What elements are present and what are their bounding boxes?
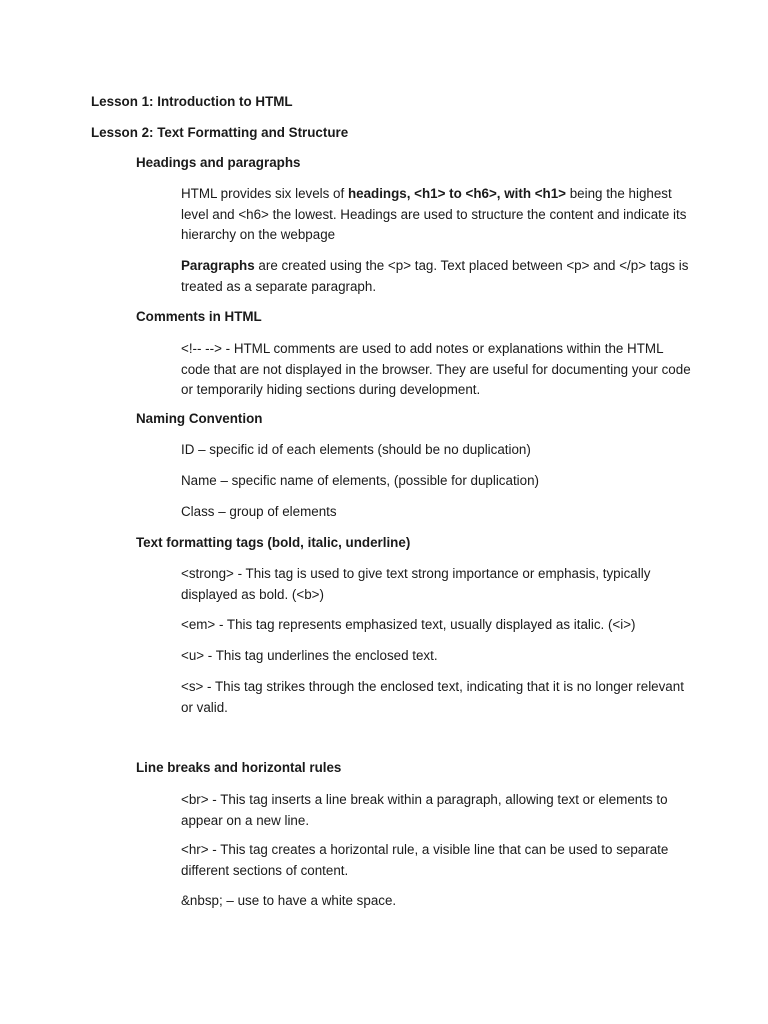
paragraphs-bold-text: Paragraphs [181, 258, 255, 273]
headings-text-2: being the highest level and <h6> the lowest. Headings are used to structure the content and indicate its hierarchy on the webpage [181, 186, 687, 242]
formatting-u-line: <u> - This tag underlines the enclosed text. [181, 648, 438, 663]
section-naming-title: Naming Convention [136, 411, 263, 426]
lesson-2-heading: Lesson 2: Text Formatting and Structure [91, 125, 349, 140]
linebreaks-br-paragraph: <br> - This tag inserts a line break within a paragraph, allowing text or elements to appear on a new line. [181, 792, 668, 828]
naming-name-line: Name – specific name of elements, (possible for duplication) [181, 473, 539, 488]
headings-bold-text: headings, <h1> to <h6>, with <h1> [347, 186, 566, 201]
section-headings-title: Headings and paragraphs [136, 155, 301, 170]
formatting-strong-paragraph: <strong> - This tag is used to give text strong importance or emphasis, typically displayed as bold. (<b>) [181, 566, 651, 602]
linebreaks-hr-paragraph: <hr> - This tag creates a horizontal rule, a visible line that can be used to separate different sections of content. [181, 842, 669, 878]
formatting-s-paragraph: <s> - This tag strikes through the enclosed text, indicating that it is no longer relevant or valid. [181, 679, 684, 715]
comments-paragraph: <!-- --> - HTML comments are used to add notes or explanations within the HTML code that are not displayed in the browser. They are useful for documenting your code or temporarily hiding sections during development. [181, 341, 691, 397]
section-formatting-title: Text formatting tags (bold, italic, underline) [136, 535, 411, 550]
naming-id-line: ID – specific id of each elements (should be no duplication) [181, 442, 531, 457]
headings-paragraph [181, 184, 691, 246]
section-comments-title: Comments in HTML [136, 309, 262, 324]
paragraphs-paragraph [181, 256, 691, 297]
headings-text-1: HTML provides six levels of [181, 186, 348, 201]
section-linebreaks-title: Line breaks and horizontal rules [136, 760, 342, 775]
formatting-em-line: <em> - This tag represents emphasized text, usually displayed as italic. (<i>) [181, 617, 636, 632]
linebreaks-nbsp-line: &nbsp; – use to have a white space. [181, 893, 397, 908]
naming-class-line: Class – group of elements [181, 504, 337, 519]
lesson-1-heading: Lesson 1: Introduction to HTML [91, 94, 293, 109]
paragraphs-text: are created using the <p> tag. Text placed between <p> and </p> tags is treated as a separate paragraph. [181, 258, 689, 294]
